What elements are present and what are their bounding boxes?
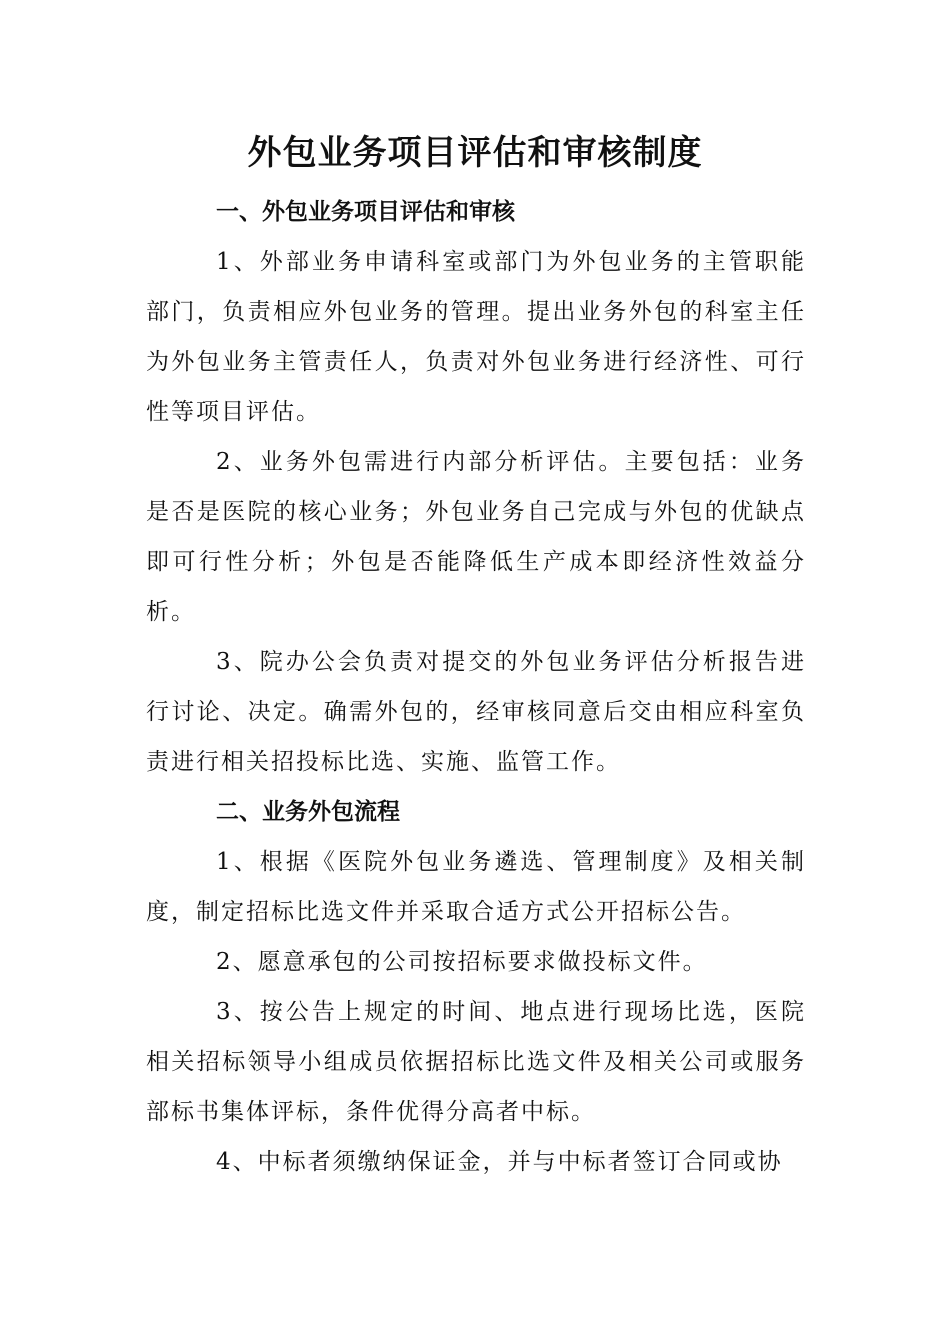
paragraph: 2、愿意承包的公司按招标要求做投标文件。	[216, 949, 708, 975]
paragraph: 3、按公告上规定的时间、地点进行现场比选，医院相关招标领导小组成员依据招标比选文件及相关公司或服务部标书集体评标，条件优得分高者中标。	[146, 999, 806, 1125]
paragraph: 3、院办公会负责对提交的外包业务评估分析报告进行讨论、决定。确需外包的，经审核同意后交由相应科室负责进行相关招投标比选、实施、监管工作。	[146, 649, 806, 775]
section-heading: 二、业务外包流程	[216, 799, 400, 825]
section-2	[146, 787, 806, 1187]
section-1	[146, 187, 806, 787]
section-heading: 一、外包业务项目评估和审核	[216, 199, 515, 225]
paragraph: 4、中标者须缴纳保证金，并与中标者签订合同或协	[216, 1149, 783, 1175]
paragraph: 2、业务外包需进行内部分析评估。主要包括：业务是否是医院的核心业务；外包业务自己完成与外包的优缺点即可行性分析；外包是否能降低生产成本即经济性效益分析。	[146, 449, 806, 625]
document-body	[146, 187, 806, 1187]
paragraph: 1、根据《医院外包业务遴选、管理制度》及相关制度，制定招标比选文件并采取合适方式公开招标公告。	[146, 849, 806, 925]
document-title: 外包业务项目评估和审核制度	[247, 133, 703, 173]
paragraph: 1、外部业务申请科室或部门为外包业务的主管职能部门，负责相应外包业务的管理。提出业务外包的科室主任为外包业务主管责任人，负责对外包业务进行经济性、可行性等项目评估。	[146, 249, 806, 425]
